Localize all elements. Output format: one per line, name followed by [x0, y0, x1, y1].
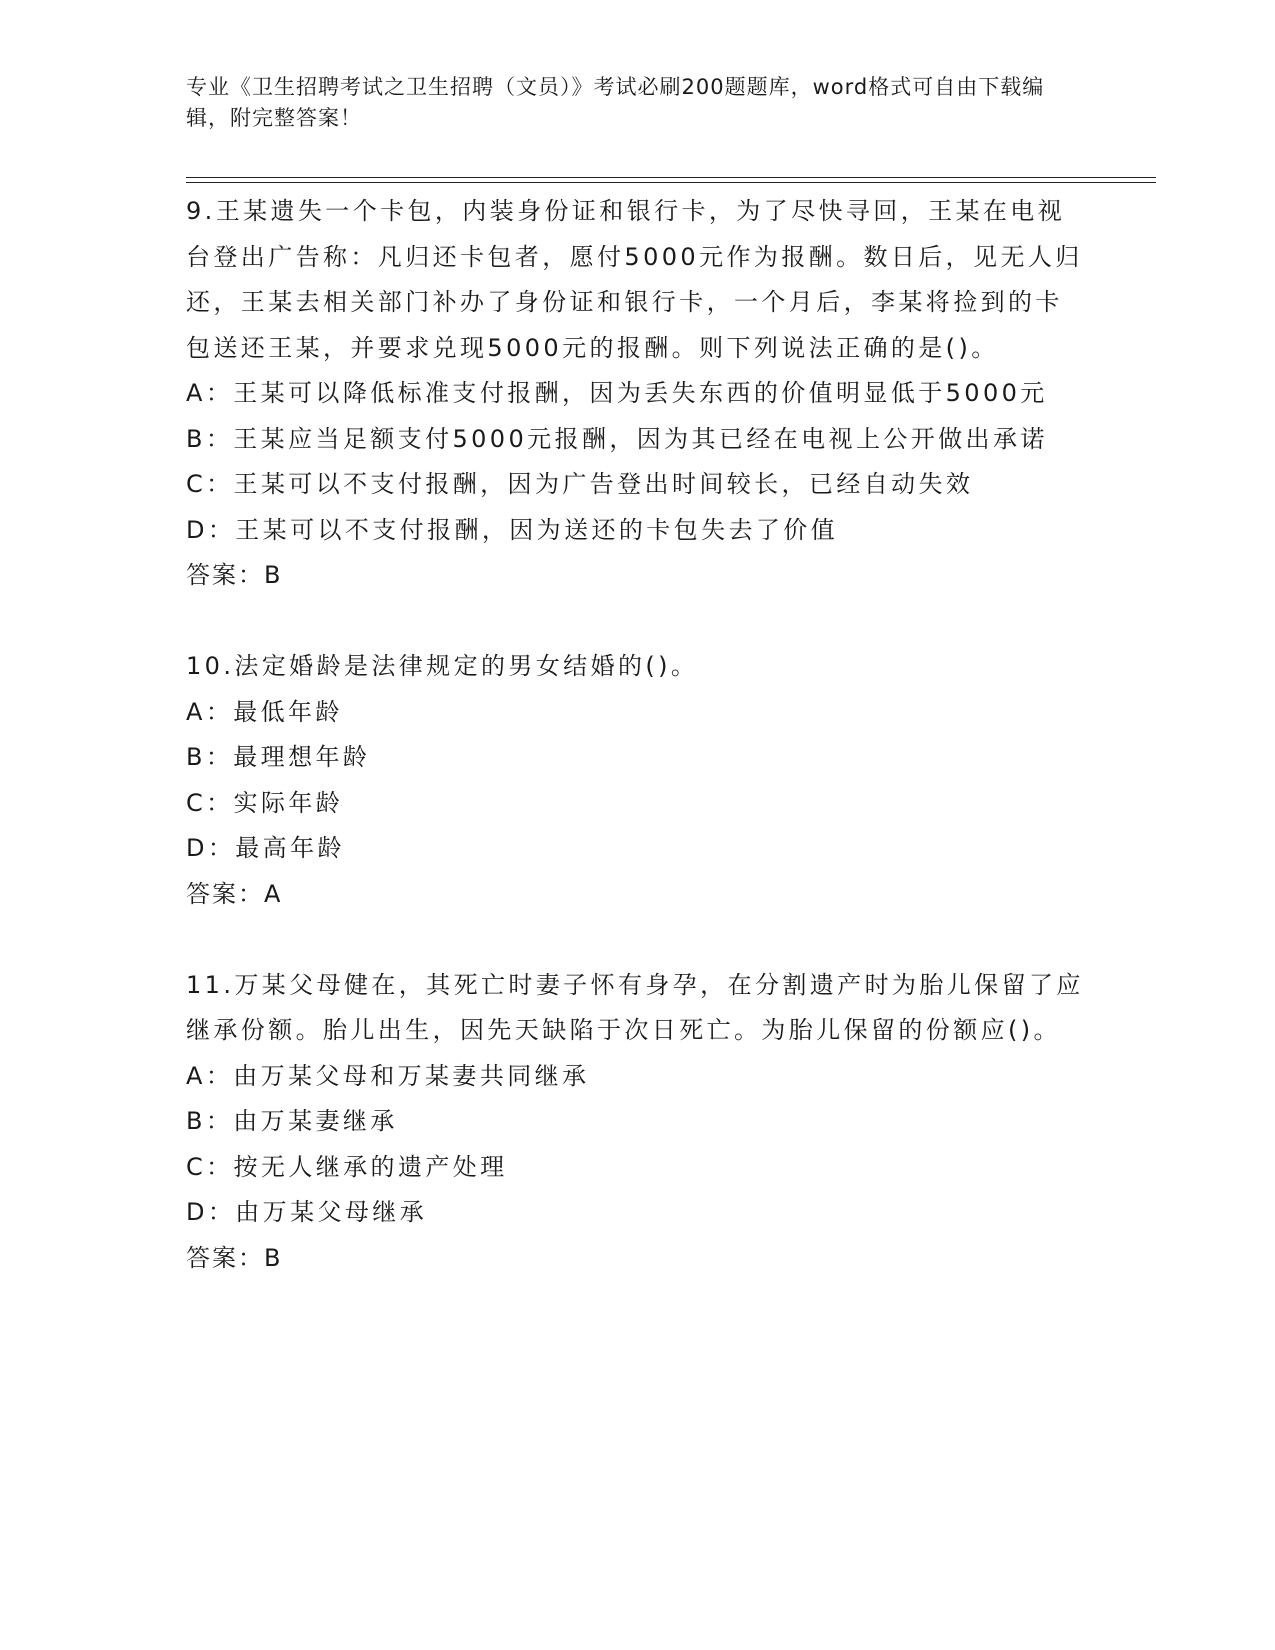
answer-line: 答案：B [186, 1243, 283, 1272]
header-divider-bottom [186, 182, 1156, 183]
question-stem: 11.万某父母健在，其死亡时妻子怀有身孕，在分割遗产时为胎儿保留了应继承份额。胎儿出生，因先天缺陷于次日死亡。为胎儿保留的份额应()。 [186, 970, 1084, 1044]
option-d: D：由万某父母继承 [186, 1198, 428, 1226]
question-stem: 9.王某遗失一个卡包，内装身份证和银行卡，为了尽快寻回，王某在电视台登出广告称：凡归还卡包者，愿付5000元作为报酬。数日后，见无人归还，王某去相关部门补办了身份证和银行卡，一个月后，李某将捡到的卡包送还王某，并要求兑现5000元的报酬。则下列说法正确的是()。 [186, 197, 1083, 362]
option-a: A：由万某父母和万某妻共同继承 [186, 1061, 590, 1090]
question-11 [186, 963, 1086, 1282]
question-stem: 10.法定婚龄是法律规定的男女结婚的()。 [186, 652, 699, 680]
option-a: A：王某可以降低标准支付报酬，因为丢失东西的价值明显低于5000元 [186, 379, 1048, 407]
question-10 [186, 644, 1086, 917]
option-c: C：实际年龄 [186, 788, 344, 817]
question-9 [186, 189, 1086, 599]
header-divider-top [186, 177, 1156, 178]
option-a: A：最低年龄 [186, 697, 343, 726]
option-c: C：按无人继承的遗产处理 [186, 1152, 508, 1181]
option-d: D：王某可以不支付报酬，因为送还的卡包失去了价值 [186, 515, 839, 544]
answer-line: 答案：B [186, 561, 283, 589]
option-b: B：由万某妻继承 [186, 1107, 398, 1135]
answer-line: 答案：A [186, 879, 283, 908]
document-page [186, 0, 1156, 1650]
option-b: B：最理想年龄 [186, 743, 371, 771]
option-d: D：最高年龄 [186, 834, 345, 862]
option-b: B：王某应当足额支付5000元报酬，因为其已经在电视上公开做出承诺 [186, 424, 1048, 453]
option-c: C：王某可以不支付报酬，因为广告登出时间较长，已经自动失效 [186, 470, 974, 498]
question-list [186, 189, 1086, 1327]
document-header: 专业《卫生招聘考试之卫生招聘（文员）》考试必刷200题题库，word格式可自由下载编辑，附完整答案！ [186, 75, 1045, 130]
